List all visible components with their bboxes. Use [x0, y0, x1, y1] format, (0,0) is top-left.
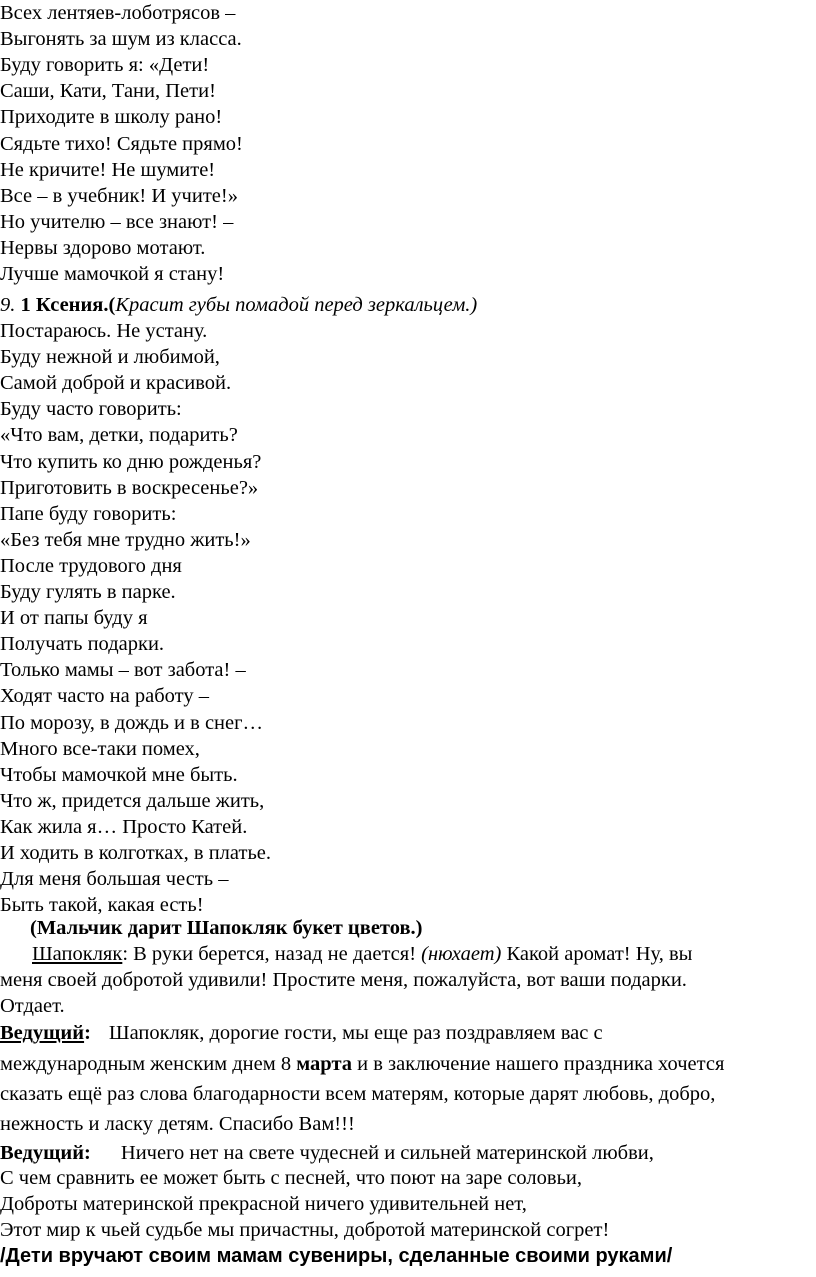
poem-line: Чтобы мамочкой мне быть.: [0, 763, 238, 786]
poem-line: Приготовить в воскресенье?»: [0, 476, 259, 499]
poem-line: Что купить ко дню рожденья?: [0, 450, 262, 473]
host-1-march: марта: [296, 1053, 353, 1075]
poem-line: Выгонять за шум из класса.: [0, 28, 242, 51]
host-1-text-1: Шапокляк, дорогие гости, мы еще раз поздравляем вас с: [108, 1022, 603, 1044]
poem-line: Как жила я… Просто Катей.: [0, 815, 248, 838]
poem-line: Получать подарки.: [0, 633, 165, 656]
poem-line: Для меня большая честь –: [0, 868, 229, 891]
host-2-label: Ведущий:: [0, 1142, 91, 1164]
poem-line: После трудового дня: [0, 554, 182, 577]
poem-line: Ходят часто на работу –: [0, 685, 209, 708]
poem-line: Самой доброй и красивой.: [0, 372, 232, 395]
poem-line: Папе буду говорить:: [0, 502, 177, 525]
speaker-name: 1 Ксения.: [20, 294, 109, 316]
host-2-text-1: Ничего нет на свете чудесней и сильней материнской любви,: [120, 1142, 654, 1164]
poem-line: Буду нежной и любимой,: [0, 346, 220, 369]
stage-direction: Красит губы помадой перед зеркальцем.): [115, 294, 478, 316]
poem-line: Все – в учебник! И учите!»: [0, 184, 238, 207]
host-1-line-3: сказать ещё раз слова благодарности всем матерям, которые дарят любовь, добро,: [0, 1083, 716, 1105]
poem-line: Много все-таки помех,: [0, 737, 200, 760]
host-1-line-1: [0, 1021, 603, 1045]
final-action: /Дети вручают своим мамам сувениры, сделанные своими руками/: [0, 1245, 673, 1267]
host-2-line-1: [0, 1141, 654, 1165]
poem-line: Быть такой, какая есть!: [0, 894, 204, 917]
poem-line: Что ж, придется дальше жить,: [0, 789, 265, 812]
poem-line: Не кричите! Не шумите!: [0, 158, 216, 181]
shapoklyak-text-1: : В руки берется, назад не дается!: [122, 943, 422, 965]
host-1-colon: :: [84, 1022, 91, 1044]
poem-line: Лучше мамочкой я стану!: [0, 263, 225, 285]
host-1-line-2: [0, 1052, 724, 1076]
poem-line: Только мамы – вот забота! –: [0, 659, 246, 682]
shapoklyak-line-2: меня своей добротой удивили! Простите меня, пожалуйста, вот ваши подарки.: [0, 969, 687, 991]
verse-line: Доброты материнской прекрасной ничего удивительней нет,: [0, 1193, 527, 1215]
open-paren: (: [108, 294, 116, 316]
poem-line: По морозу, в дождь и в снег…: [0, 711, 264, 734]
shapoklyak-text-2: Какой аромат! Ну, вы: [501, 943, 693, 965]
host-1-label: Ведущий: [0, 1022, 85, 1044]
poem-line: Буду часто говорить:: [0, 398, 182, 421]
shapoklyak-action: (нюхает): [421, 943, 502, 965]
poem-line: Буду гулять в парке.: [0, 581, 176, 603]
item-number: 9.: [0, 294, 16, 316]
host-1-text-2b: и в заключение нашего праздника хочется: [352, 1053, 725, 1075]
verse-line: С чем сравнить ее может быть с песней, что поют на заре соловьи,: [0, 1167, 583, 1189]
poem-line: «Что вам, детки, подарить?: [0, 424, 238, 447]
shapoklyak-name: Шапокляк: [32, 943, 123, 965]
poem-line: Нервы здорово мотают.: [0, 236, 206, 259]
poem-line: Сядьте тихо! Сядьте прямо!: [0, 132, 243, 155]
poem-line: Постараюсь. Не устану.: [0, 320, 208, 342]
host-1-line-4: нежность и ласку детям. Спасибо Вам!!!: [0, 1113, 355, 1135]
poem-line: И ходить в колготках, в платье.: [0, 842, 272, 864]
host-1-text-2a: международным женским днем 8: [0, 1053, 297, 1075]
verse-line: Этот мир к чьей судьбе мы причастны, добротой материнской согрет!: [0, 1219, 610, 1241]
poem-line: Буду говорить я: «Дети!: [0, 54, 210, 77]
boy-action: (Мальчик дарит Шапокляк букет цветов.): [30, 917, 423, 939]
shapoklyak-line-3: Отдает.: [0, 995, 65, 1017]
poem-line: Но учителю – все знают! –: [0, 210, 234, 233]
poem-line: Саши, Кати, Тани, Пети!: [0, 80, 216, 103]
item-9-heading: [0, 293, 477, 317]
shapoklyak-line-1: [32, 942, 692, 966]
poem-line: Приходите в школу рано!: [0, 106, 223, 129]
poem-line: Всех лентяев-лоботрясов –: [0, 2, 236, 24]
poem-line: И от папы буду я: [0, 607, 148, 630]
poem-line: «Без тебя мне трудно жить!»: [0, 528, 251, 551]
